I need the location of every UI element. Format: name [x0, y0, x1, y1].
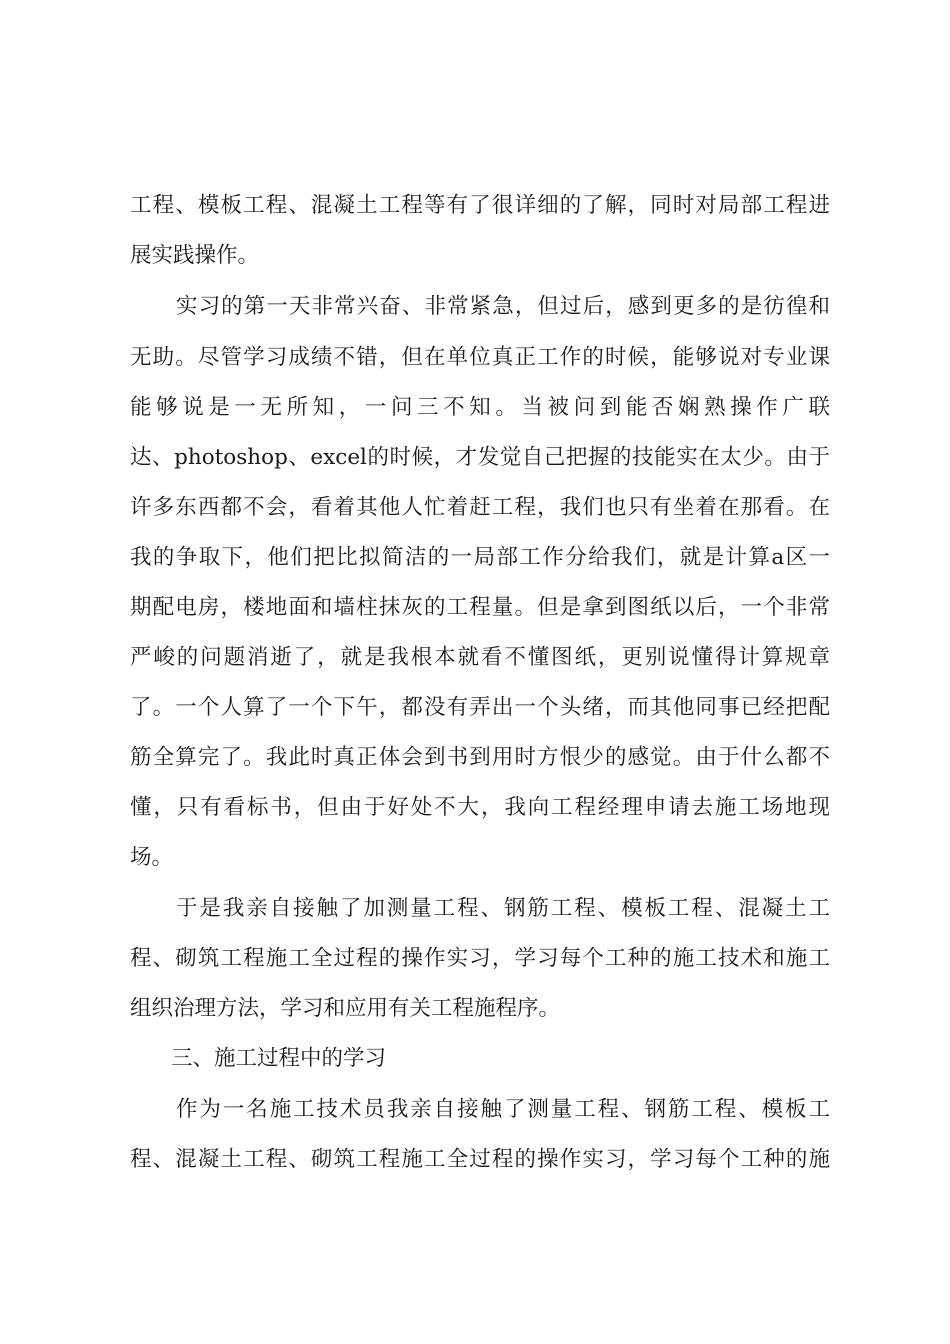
text-line: 程、砌筑工程施工全过程的操作实习，学习每个工种的施工技术和施工: [130, 946, 830, 971]
text-line: 组织治理方法，学习和应用有关工程施程序。: [130, 996, 561, 1021]
text-line: 严峻的问题消逝了，就是我根本就看不懂图纸，更别说懂得计算规章: [130, 645, 830, 670]
text-line: 无助。尽管学习成绩不错，但在单位真正工作的时候，能够说对专业课: [130, 345, 830, 370]
text-line: 展实践操作。: [130, 243, 260, 268]
paragraph-first-line: 作为一名施工技术员我亲自接触了测量工程、钢筋工程、模板工: [176, 1097, 830, 1122]
text-line: 筋全算完了。我此时真正体会到书到用时方恨少的感觉。由于什么都不: [130, 745, 830, 770]
text-line: 期配电房，楼地面和墙柱抹灰的工程量。但是拿到图纸以后，一个非常: [130, 595, 830, 620]
text-line: 我的争取下，他们把比拟简洁的一局部工作分给我们，就是计算a区一: [130, 545, 830, 570]
text-line: 许多东西都不会，看着其他人忙着赶工程，我们也只有坐着在那看。在: [130, 495, 830, 520]
text-line: 能够说是一无所知，一问三不知。当被问到能否娴熟操作广联: [130, 395, 830, 420]
paragraph-first-line: 于是我亲自接触了加测量工程、钢筋工程、模板工程、混凝土工: [176, 896, 830, 921]
text-line: 场。: [130, 845, 174, 870]
section-heading: 三、施工过程中的学习: [171, 1046, 387, 1071]
paragraph-first-line: 实习的第一天非常兴奋、非常紧急，但过后，感到更多的是彷徨和: [176, 294, 830, 319]
text-line: 了。一个人算了一个下午，都没有弄出一个头绪，而其他同事已经把配: [130, 695, 830, 720]
text-line: 程、混凝土工程、砌筑工程施工全过程的操作实习，学习每个工种的施: [130, 1147, 830, 1172]
text-line: 工程、模板工程、混凝土工程等有了很详细的了解，同时对局部工程进: [130, 193, 830, 218]
text-line: 懂，只有看标书，但由于好处不大，我向工程经理申请去施工场地现: [130, 795, 830, 820]
text-line: 达、photoshop、excel的时候，才发觉自己把握的技能实在太少。由于: [130, 445, 830, 470]
